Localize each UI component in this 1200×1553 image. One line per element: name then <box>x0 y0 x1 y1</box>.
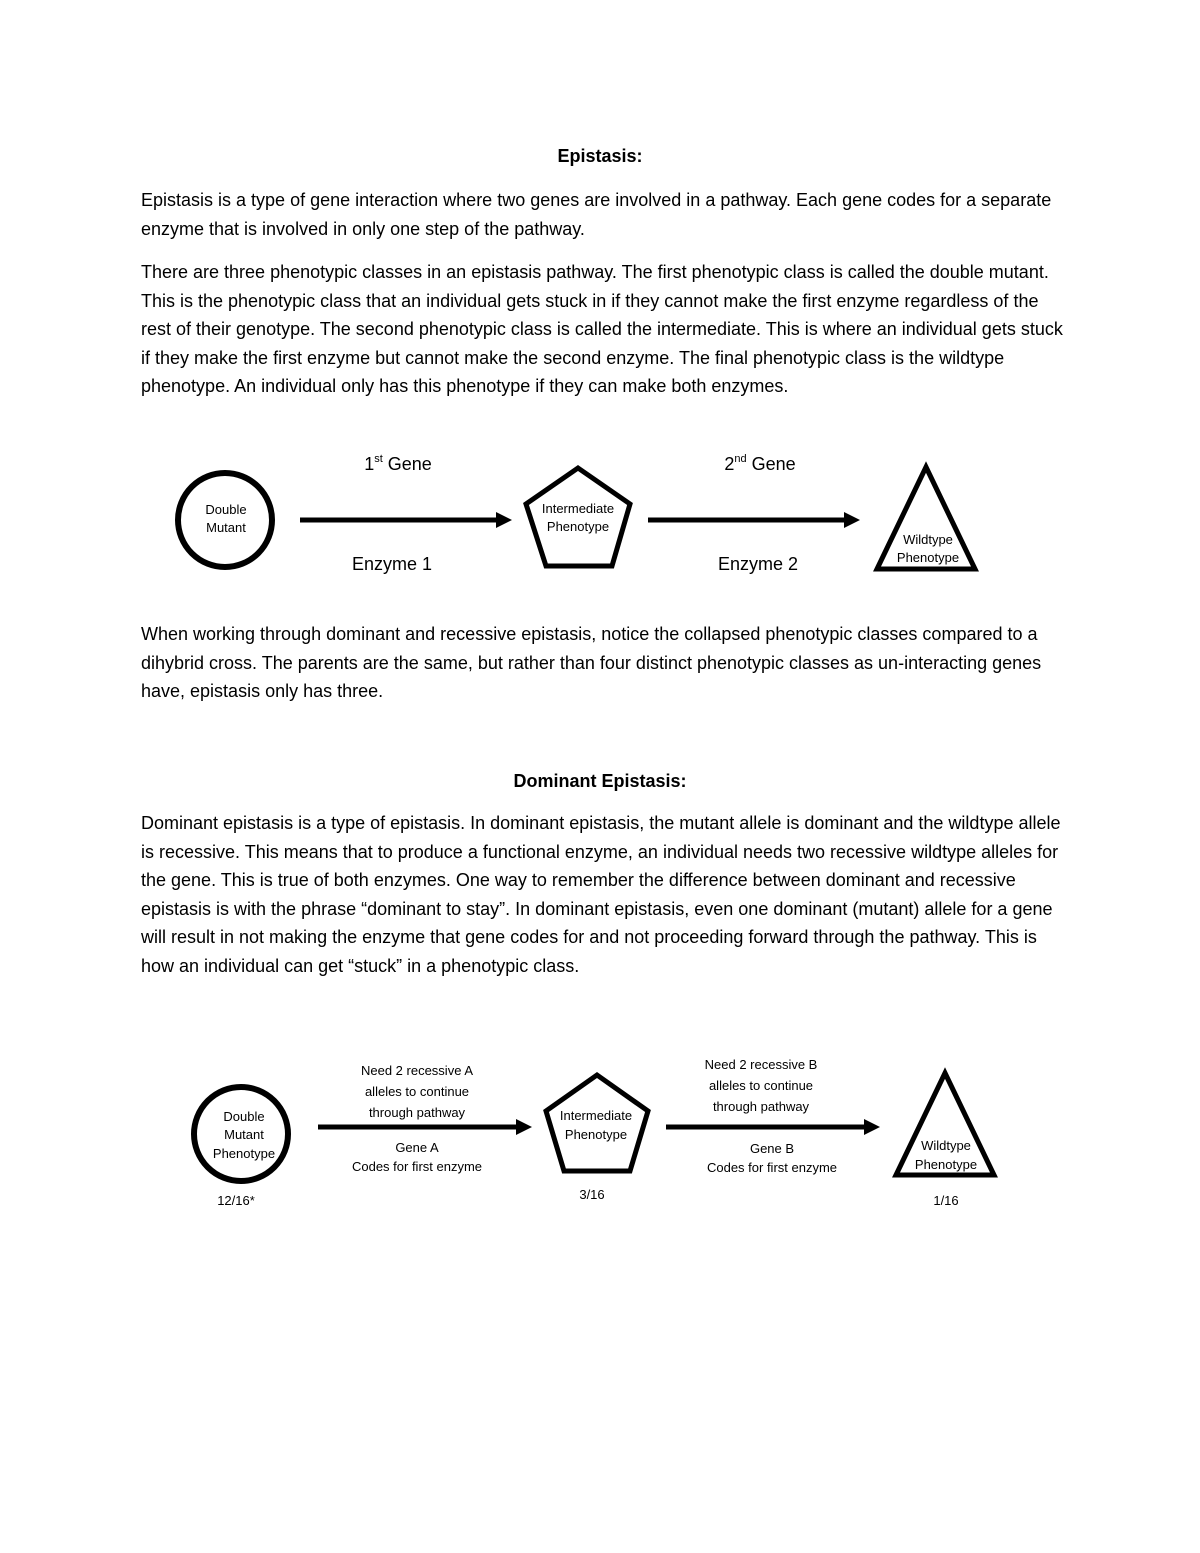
wildtype-label-line1: Wildtype <box>921 1138 971 1153</box>
gene-2-label: 2nd Gene <box>724 453 796 474</box>
arrow-2-top-line3: through pathway <box>712 1099 810 1114</box>
arrow-1-head <box>496 512 512 528</box>
epistasis-pathway-diagram <box>0 440 1200 590</box>
arrow-2-head <box>864 1119 880 1135</box>
intermediate-pentagon <box>546 1075 648 1171</box>
enzyme-1-label: Enzyme 1 <box>351 554 433 574</box>
double-mutant-label-line1: Double <box>223 1109 265 1124</box>
double-mutant-fraction: 12/16* <box>217 1193 255 1208</box>
gene-1-label: 1st Gene <box>364 453 432 474</box>
intermediate-pentagon <box>526 468 630 566</box>
intermediate-fraction: 3/16 <box>579 1187 605 1202</box>
arrow-1-bottom-line2: Codes for first enzyme <box>351 1159 483 1174</box>
arrow-2-top-line2: alleles to continue <box>708 1078 814 1093</box>
intermediate-label-line1: Intermediate <box>541 501 615 516</box>
arrow-2-bottom-line2: Codes for first enzyme <box>706 1160 838 1175</box>
wildtype-label-line2: Phenotype <box>914 1157 978 1172</box>
intermediate-label-line2: Phenotype <box>564 1127 628 1142</box>
arrow-1-top-line1: Need 2 recessive A <box>360 1063 474 1078</box>
double-mutant-label-line2: Mutant <box>206 520 246 535</box>
double-mutant-label-line3: Phenotype <box>212 1146 276 1161</box>
arrow-1-top-line2: alleles to continue <box>364 1084 470 1099</box>
wildtype-fraction: 1/16 <box>933 1193 959 1208</box>
collapsed-classes-paragraph: When working through dominant and recessive epistasis, notice the collapsed phenotypic classes compared to a dihybrid cross. The parents are the same, but rather than four distinct phenotypic classes as un-interacting genes have, epistasis only has three. <box>141 624 1042 702</box>
wildtype-label-line1: Wildtype <box>903 532 953 547</box>
double-mutant-label-line2: Mutant <box>224 1127 264 1142</box>
enzyme-2-label: Enzyme 2 <box>717 554 799 574</box>
arrow-1-head <box>516 1119 532 1135</box>
intermediate-label-line2: Phenotype <box>546 519 610 534</box>
wildtype-label-line2: Phenotype <box>896 550 960 565</box>
epistasis-heading: Epistasis: <box>557 146 643 166</box>
arrow-1-bottom-line1: Gene A <box>395 1140 439 1155</box>
dominant-epistasis-paragraph: Dominant epistasis is a type of epistasis. In dominant epistasis, the mutant allele is dominant and the wildtype allele is recessive. This means that to produce a functional enzyme, an individual needs two recessive wildtype alleles for the gene. This is true of both enzymes. One way to remember the difference between dominant and recessive epistasis is with the phrase “dominant to stay”. In dominant epistasis, even one dominant (mutant) allele for a gene will result in not making the enzyme that gene codes for and not proceeding forward through the pathway. This is how an individual can get “stuck” in a phenotypic class. <box>141 813 1061 976</box>
arrow-2-head <box>844 512 860 528</box>
epistasis-intro-paragraph: Epistasis is a type of gene interaction where two genes are involved in a pathway. Each gene codes for a separate enzyme that is involved in only one step of the pathway. <box>141 190 1052 239</box>
arrow-2-top-line1: Need 2 recessive B <box>704 1057 818 1072</box>
double-mutant-label-line1: Double <box>205 502 247 517</box>
intermediate-label-line1: Intermediate <box>559 1108 633 1123</box>
phenotypic-classes-paragraph: There are three phenotypic classes in an epistasis pathway. The first phenotypic class is called the double mutant. This is the phenotypic class that an individual gets stuck in if they cannot make the first enzyme regardless of the rest of their genotype. The second phenotypic class is called the intermediate. This is where an individual gets stuck if they make the first enzyme but cannot make the second enzyme. The final phenotypic class is the wildtype phenotype. An individual only has this phenotype if they can make both enzymes. <box>141 262 1063 397</box>
dominant-epistasis-heading: Dominant Epistasis: <box>513 771 687 791</box>
arrow-1-top-line3: through pathway <box>368 1105 466 1120</box>
arrow-2-bottom-line1: Gene B <box>749 1141 795 1156</box>
dominant-epistasis-pathway-diagram <box>0 1050 1200 1220</box>
